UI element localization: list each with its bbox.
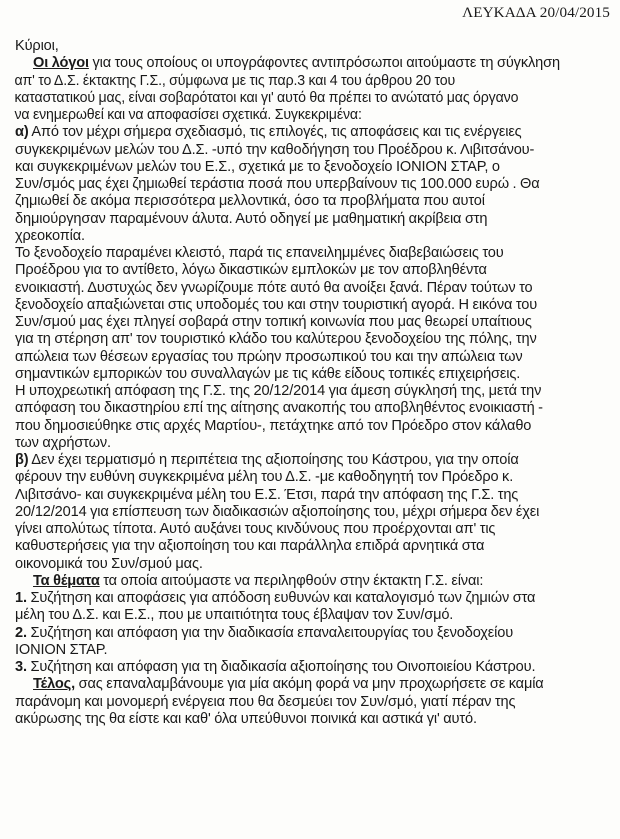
reason-b-marker: β) bbox=[15, 452, 29, 468]
reason-a-paragraph bbox=[15, 124, 608, 245]
reason-b-line: καθυστερήσεις για την αξιοποίηση του και παράλληλα επιδρά αρνητικά στα bbox=[15, 538, 485, 555]
reason-b-line: Δεν έχει τερματισμό η περιπέτεια της αξιοποίησης του Κάστρου, για την οποία bbox=[28, 452, 519, 468]
closing-line: ακύρωσης της θα είστε και καθ' όλα υπεύθυνοι ποινικά και αστικά γι' αυτό. bbox=[15, 710, 477, 727]
agenda-item-3 bbox=[15, 659, 608, 676]
agenda-item-line: ΙΟΝΙΟΝ ΣΤΑΡ. bbox=[15, 641, 108, 658]
hotel-line: ξενοδοχείο απαξιώνεται στις υποδομές του και στην τουριστική αγορά. Η εικόνα του bbox=[15, 296, 538, 313]
reason-a-line: συγκεκριμένων μελών του Δ.Σ. -υπό την καθοδήγηση του Προέδρου κ. Λιβιτσάνου- bbox=[15, 141, 535, 158]
agenda-paragraph bbox=[15, 573, 608, 677]
hotel-line: Η υποχρεωτική απόφαση της Γ.Σ. της 20/12/2014 για άμεση σύγκλησή της, μετά την bbox=[15, 383, 542, 399]
closing-lead: Τέλος, bbox=[33, 676, 76, 693]
agenda-item-line: Συζήτηση και αποφάσεις για απόδοση ευθυνών και καταλογισμό των ζημιών στα bbox=[26, 590, 536, 606]
reason-a-line: χρεοκοπία. bbox=[15, 227, 85, 244]
agenda-item-number: 1. bbox=[15, 590, 27, 606]
hotel-paragraph bbox=[15, 245, 608, 452]
reason-a-line: δημιούργησαν παραμένουν άλυτα. Αυτό οδηγεί με μαθηματική ακρίβεια στη bbox=[15, 210, 488, 227]
reason-b-line: γίνει απολύτως τίποτα. Αυτό αυξάνει τους κινδύνους που προέρχονται απ' τις bbox=[15, 521, 496, 537]
intro-line: καταστατικού μας, είναι σοβαρότατοι και γι' αυτό θα πρέπει το ανώτατό μας όργανο bbox=[14, 89, 519, 106]
agenda-lead-rest: τα οποία αιτούμαστε να περιληφθούν στην έκτακτη Γ.Σ. είναι: bbox=[99, 572, 484, 589]
agenda-item-line: Συζήτηση και απόφαση για τη διαδικασία αξιοποίησης του Οινοποιείου Κάστρου. bbox=[26, 659, 536, 675]
closing-paragraph bbox=[15, 676, 608, 728]
intro-line: να ενημερωθεί και να αποφασίσει σχετικά. Συγκεκριμένα: bbox=[14, 107, 362, 123]
hotel-line: απόφαση του δικαστηρίου επί της αίτησης ανακοπής του αποβληθέντος ενοικιαστή - bbox=[15, 400, 543, 417]
agenda-item-line: Συζήτηση και απόφαση για την διαδικασία επαναλειτουργίας του ξενοδοχείου bbox=[26, 624, 514, 641]
closing-line: παράνομη και μονομερή ενέργεια που θα δεσμεύει τον Συν/σμό, γιατί πέραν της bbox=[15, 693, 516, 710]
intro-lead: Οι λόγοι bbox=[33, 55, 89, 72]
reason-a-line: και συγκεκριμένων μελών του Ε.Σ., σχετικά με το ξενοδοχείο ΙΟΝΙΟΝ ΣΤΑΡ, ο bbox=[15, 158, 500, 175]
hotel-line: Προέδρου για το αντίθετο, λόγω δικαστικών εμπλοκών με τον αποβληθέντα bbox=[15, 262, 487, 279]
closing-line: σας επαναλαμβάνουμε για μία ακόμη φορά να μην προχωρήσετε σε καμία bbox=[75, 676, 544, 693]
agenda-item-1 bbox=[15, 590, 608, 607]
intro-paragraph bbox=[15, 55, 608, 124]
reason-b-line: οικονομικά του Συν/σμού μας. bbox=[15, 555, 203, 572]
hotel-line: απώλεια των θέσεων εργασίας του πρώην προσωπικού του και την απώλεια των bbox=[15, 348, 523, 365]
reason-b-line: 20/12/2014 για επίσπευση των διαδικασιών αξιοποίησης του, μέχρι σήμερα δεν έχει bbox=[15, 503, 540, 520]
hotel-line: για τη στέρηση απ' τον τουριστικό κλάδο του καλύτερου ξενοδοχείου της πόλης, την bbox=[15, 331, 537, 348]
reason-b-line: Λιβιτσάνο- και συγκεκριμένα μέλη του Ε.Σ. Έτσι, παρά την απόφαση της Γ.Σ. της bbox=[15, 486, 519, 503]
date-line: ΛΕΥΚΑΔΑ 20/04/2015 bbox=[462, 4, 610, 21]
agenda-item-line: μέλη του Δ.Σ. και Ε.Σ., που με υπαιτιότητα τους έβλαψαν τον Συν/σμό. bbox=[15, 607, 454, 624]
agenda-item-number: 2. bbox=[15, 624, 27, 641]
hotel-line: που δημοσιεύθηκε στις αρχές Μαρτίου-, πετάχτηκε από τον Πρόεδρο στον κάλαθο bbox=[15, 417, 532, 434]
agenda-item-number: 3. bbox=[15, 659, 27, 675]
reason-b-paragraph bbox=[15, 452, 608, 573]
reason-a-line: Από τον μέχρι σήμερα σχεδιασμό, τις επιλογές, τις αποφάσεις και τις ενέργειες bbox=[28, 124, 522, 141]
intro-line: απ' το Δ.Σ. έκτακτης Γ.Σ., σύμφωνα με τις παρ.3 και 4 του άρθρου 20 του bbox=[14, 72, 456, 89]
reason-a-marker: α) bbox=[15, 124, 29, 141]
agenda-lead: Τα θέματα bbox=[33, 572, 100, 589]
hotel-line: Συν/σμού μας έχει πληγεί σοβαρά στην τοπική κοινωνία που μας θεωρεί υπαίτιους bbox=[15, 314, 532, 330]
salutation: Κύριοι, bbox=[15, 38, 59, 54]
intro-line: για τους οποίους οι υπογράφοντες αντιπρόσωποι αιτούμαστε τη σύγκληση bbox=[88, 55, 560, 72]
letter-body bbox=[15, 38, 608, 728]
hotel-line: σημαντικών εμπορικών του συναλλαγών με τις κάθε είδους τοπικές επιχειρήσεις. bbox=[15, 365, 521, 382]
reason-b-line: φέρουν την ευθύνη συγκεκριμένα μέλη του Δ.Σ. -με καθοδηγητή τον Πρόεδρο κ. bbox=[15, 469, 514, 486]
reason-a-line: ζημιωθεί δε ακόμα περισσότερα μελλοντικά, όσο τα προβλήματα που αυτοί bbox=[15, 193, 485, 210]
hotel-line: των αχρήστων. bbox=[15, 434, 111, 451]
hotel-line: ενοικιαστή. Δυστυχώς δεν γνωρίζουμε πότε αυτό θα ανοίξει ξανά. Πέραν τούτων το bbox=[15, 279, 533, 296]
agenda-item-2 bbox=[15, 625, 608, 642]
hotel-line: Το ξενοδοχείο παραμένει κλειστό, παρά τις επανειλημμένες διαβεβαιώσεις του bbox=[15, 245, 504, 261]
reason-a-line: Συν/σμός μας έχει ζημιωθεί τεράστια ποσά που υπερβαίνουν τις 100.000 ευρώ . Θα bbox=[15, 176, 540, 192]
